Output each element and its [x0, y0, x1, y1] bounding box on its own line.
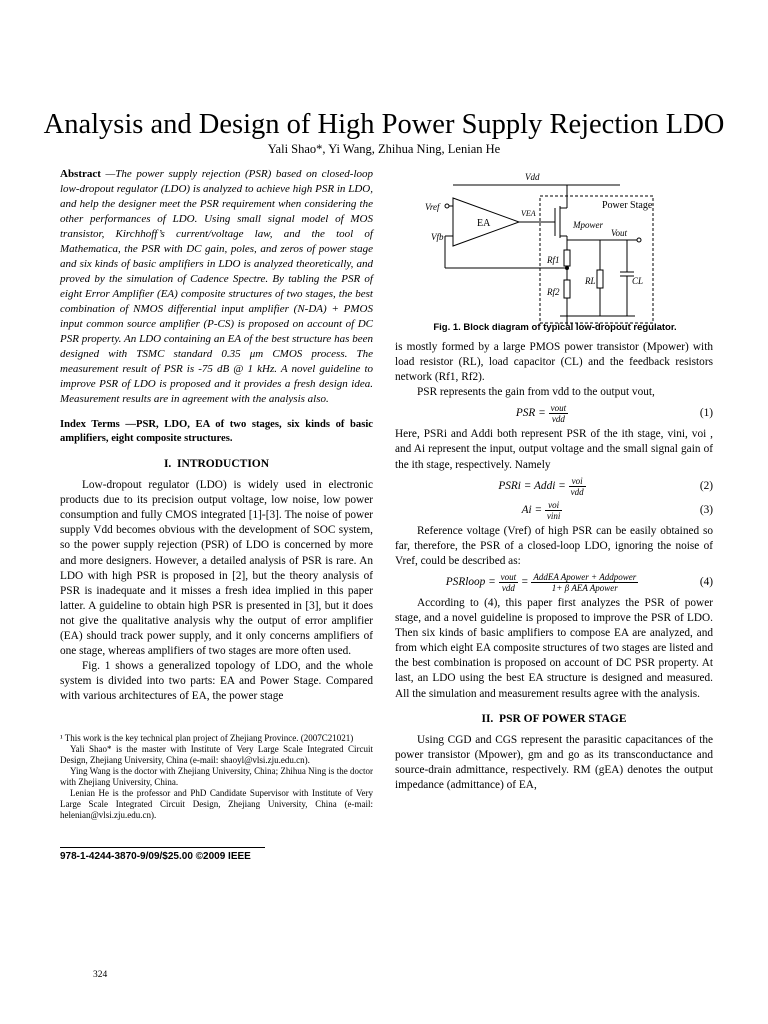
page-number: 324: [93, 970, 108, 980]
footnotes: [60, 733, 373, 821]
label-vref: Vref: [425, 202, 440, 212]
eq1-lhs: PSR =: [515, 407, 546, 420]
label-power-stage: Power Stage: [602, 200, 653, 211]
label-vout: Vout: [611, 228, 628, 238]
eq2-denominator: vdd: [570, 486, 584, 497]
abstract: [60, 167, 373, 407]
eq4-denominator-1: vdd: [501, 582, 515, 593]
label-vdd: Vdd: [525, 172, 540, 182]
right-paragraph-6: Using CGD and CGS represent the parasitic capacitances of the power transistor (Mpower), gm and go as its transconductance and source-drain admittance, respectively. RM (gEA) denotes the output impedance (admittance) of EA,: [395, 733, 713, 791]
eq4-numerator-2: AddEA Apower + Addpower: [533, 571, 637, 582]
section2-title: PSR OF POWER STAGE: [499, 712, 627, 725]
right-paragraph-5: According to (4), this paper first analyzes the PSR of power stage, and a novel guideline is proposed to improve the PSR of LDO. Then six kinds of basic amplifiers to compose EA are analyzed, and from which eight EA composite structures of two stages are listed and the best combination is proposed on account of DC PSR property. At last, an LDO using the best EA structure is designed and measured. All the simulation and measurement results agree with the analysis.: [395, 596, 713, 700]
equation-3: [395, 500, 713, 521]
intro-paragraph-1: Low-dropout regulator (LDO) is widely used in electronic products due to its precision output voltage, low noise, low power consumption and fully CMOS integrated [1]-[3]. The noise of power supply Vdd becomes obvious with the development of SOC system, so the power supply rejection (PSR) of LDO is concerned by more and more designers. However, a detailed analysis of PSR is rare. An LDO with high PSR is proposed in [2], but the theory analysis of PSR is inadequate and it misses a fresh idea implied in this paper latter. A guideline to obtain high PSR is presented in [3], but it does not give the qualitative analysis why the output of error amplifier (EA) should track power supply, and it only concerns amplifiers of one stage, whereas amplifiers of two stages are more often used.: [60, 479, 373, 658]
equation-1: [395, 403, 713, 424]
footnote-1: ¹ This work is the key technical plan project of Zhejiang Province. (2007C21021): [60, 733, 354, 743]
label-rl: RL: [585, 276, 596, 286]
eq2-number: (2): [699, 479, 713, 492]
eq1-number: (1): [699, 407, 713, 420]
isbn-copyright: 978-1-4244-3870-9/09/$25.00 ©2009 IEEE: [60, 847, 265, 862]
eq4-numerator-1: vout: [500, 571, 517, 582]
label-ea: EA: [477, 218, 491, 229]
eq4-lhs: PSRloop =: [445, 576, 496, 589]
figure-caption: Fig. 1. Block diagram of typical low-dropout regulator.: [433, 322, 677, 333]
right-paragraph-2: PSR represents the gain from vdd to the output vout,: [417, 386, 655, 399]
eq3-numerator: voi: [545, 500, 563, 511]
section-heading-psr-power-stage: [395, 712, 713, 727]
index-terms: Index Terms —PSR, LDO, EA of two stages, six kinds of basic amplifiers, eight composite structures.: [60, 419, 373, 444]
ldo-block-diagram: [395, 168, 715, 338]
right-paragraph-4: Reference voltage (Vref) of high PSR can be easily obtained so far, therefore, the PSR of a closed-loop LDO, ignoring the noise of Vref, could be described as:: [395, 524, 713, 567]
eq2-numerator: voi: [569, 476, 586, 487]
abstract-label: Abstract: [60, 168, 101, 180]
footnote-2: Yali Shao* is the master with Institute of Very Large Scale Integrated Circuit Design, Zhejiang University, China (e-mail: shaoyl@vlsi.zju.edu.cn).: [60, 744, 373, 765]
section2-number: II.: [481, 712, 494, 725]
right-paragraph-3: Here, PSRi and Addi both represent PSR of the ith stage, vini, voi , and Ai represent the input, output voltage and the small signal gain of the ith stage, respectively. Namely: [395, 428, 713, 471]
paper-title: Analysis and Design of High Power Supply Rejection LDO: [43, 109, 725, 140]
label-rf1: Rf1: [547, 255, 560, 265]
eq1-denominator: vdd: [551, 414, 565, 425]
paper-authors: Yali Shao*, Yi Wang, Zhihua Ning, Lenian He: [267, 142, 501, 156]
section-heading-introduction: [60, 457, 373, 472]
left-column: [60, 167, 373, 705]
label-mpower: Mpower: [573, 220, 603, 230]
equation-4: PSRloop = $\frac{\text{vout}}{\text{vdd}}$ = $\frac{\text{AddEA Apower + Addpower}}{\text{1+ β AEA Apower}}$ (4): [445, 571, 713, 593]
section-number: I.: [163, 458, 172, 470]
label-cl: CL: [632, 276, 644, 286]
eq4-denominator-2: 1+ β AEA Apower: [551, 582, 618, 593]
right-column: [395, 340, 713, 793]
abstract-text: —The power supply rejection (PSR) based on closed-loop low-dropout regulator (LDO) is analyzed to achieve high PSR in LDO, and help the designer meet the PSR requirement when considering the other performances of LDO. Using small signal model of MOS transistor, Kirchhoff’s current/voltage law, and the tool of Mathematica, the PSR with DC gain, poles, and zeros of power stage and six kinds of basic amplifiers in LDO is analyzed theoretically, and proved by the simulation of Cadence Spectre. By tabling the PSR of eight Error Amplifier (EA) composite structures of two stages, the best combination of NMOS differential input amplifier (N-DA) + PMOS input common source amplifier (P-CS) is proposed on account of DC PSR property. An LDO containing an EA of the best structure has been designed with TSMC standard 0.35 μm CMOS process. The measurement result of PSR is -75 dB @ 1 kHz. A novel guideline to improve PSR of LDO is proposed and it provides a fresh design idea. Measurement results are in agreement with the analysis also.: [60, 168, 373, 405]
label-vea: VEA: [521, 209, 536, 218]
eq2-lhs: PSRi = Addi =: [498, 479, 566, 492]
eq3-number: (3): [699, 503, 713, 516]
eq1-numerator: vout: [550, 403, 567, 414]
right-paragraph-1: is mostly formed by a large PMOS power transistor (Mpower) with load resistor (RL), load capacitor (CL) and the feedback resistors network (Rf1, Rf2).: [395, 341, 713, 384]
eq4-number: (4): [699, 575, 713, 588]
label-rf2: Rf2: [547, 287, 560, 297]
section-title: INTRODUCTION: [177, 458, 270, 470]
intro-paragraph-2: Fig. 1 shows a generalized topology of LDO, and the whole system is divided into two parts: EA and Power Stage. Compared with various architectures of EA, the power stage: [60, 660, 373, 703]
footnote-4: Lenian He is the professor and PhD Candidate Supervisor with Institute of Very Large Scale Integrated Circuit Design, Zhejiang University, China (e-mail: helenian@vlsi.zju.edu.cn).: [60, 788, 373, 820]
footnote-3: Ying Wang is the doctor with Zhejiang University, China; Zhihua Ning is the doctor with Zhejiang University, China.: [60, 766, 373, 787]
equation-2: [395, 476, 713, 497]
eq3-denominator: vini: [546, 510, 561, 521]
label-vfb: Vfb: [431, 232, 444, 242]
eq3-lhs: Ai =: [521, 503, 543, 516]
